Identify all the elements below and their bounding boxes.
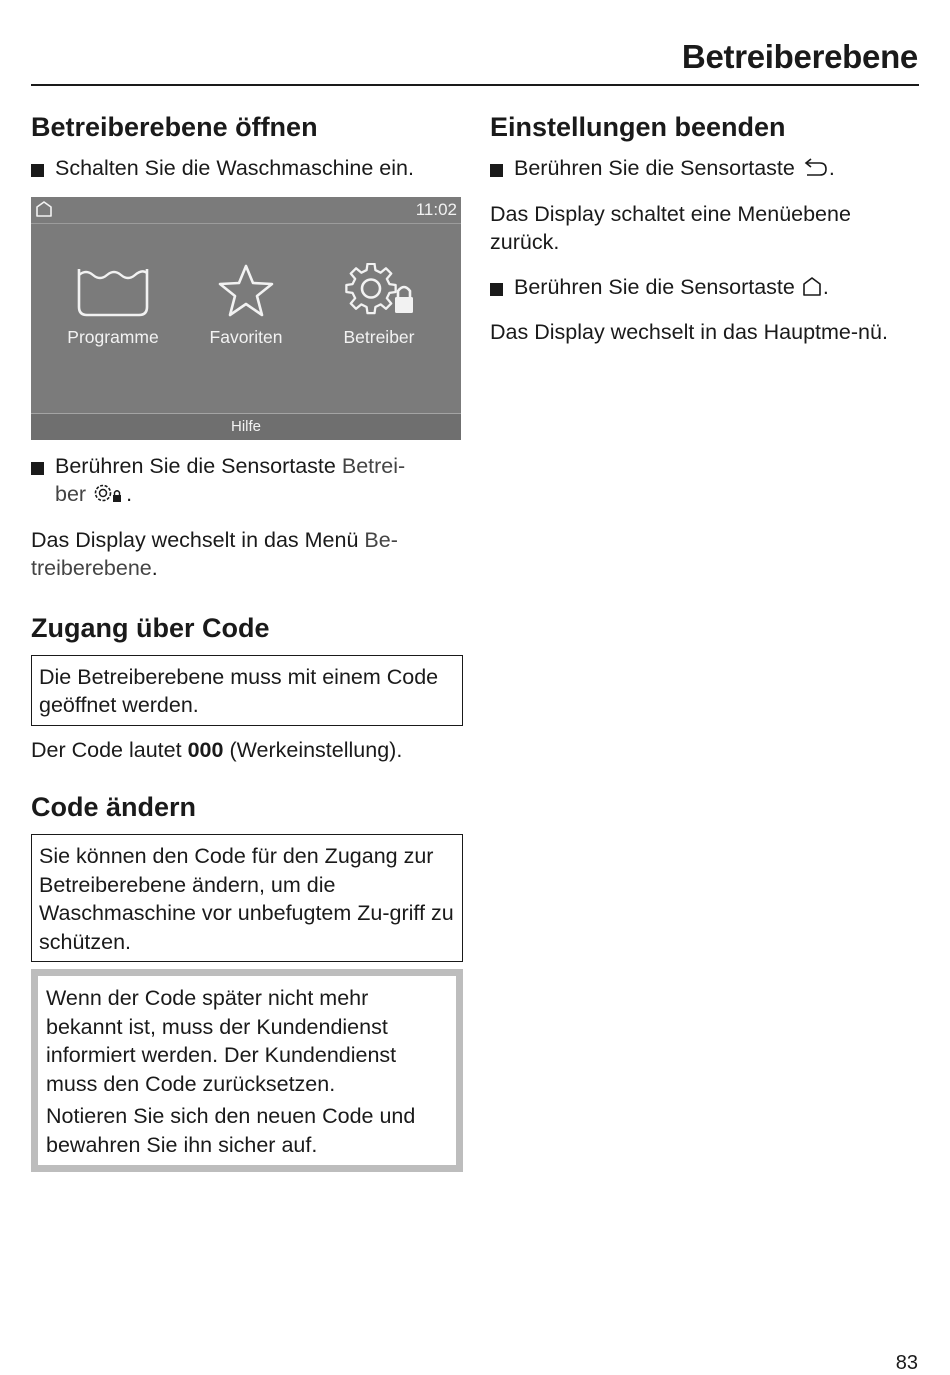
display-status-bar	[31, 197, 461, 224]
step-touch-betreiber: Berühren Sie die Sensortaste Betrei- ber .	[31, 452, 463, 512]
home-result-text: Das Display wechselt in das Hauptme-nü.	[490, 320, 888, 344]
result-text: Das Display wechselt in das Menü	[31, 527, 359, 552]
step-back: Berühren Sie die Sensortaste .	[490, 154, 920, 186]
machine-display	[31, 197, 461, 440]
bullet-square-icon	[490, 283, 503, 296]
page-number: 83	[895, 1352, 918, 1374]
tile-favoriten[interactable]	[176, 263, 316, 348]
warning-box	[31, 969, 463, 1172]
step-home-text: Berühren Sie die Sensortaste	[514, 274, 795, 299]
display-term-betreiberebene-b: treiberebene	[31, 556, 152, 580]
display-term-betreiber-a: Betrei-	[341, 453, 406, 478]
back-arrow-icon	[801, 157, 829, 186]
tile-betreiber[interactable]	[309, 263, 449, 348]
bullet-square-icon	[490, 164, 503, 177]
display-clock: 11:02	[415, 199, 457, 219]
display-term-betreiber-b: ber	[55, 482, 87, 506]
warning-text-2: Notieren Sie sich den neuen Code und bewahren Sie ihn sicher auf.	[46, 1104, 416, 1157]
bullet-square-icon	[31, 164, 44, 177]
code-default-text	[31, 736, 463, 765]
info-box-code-change-text: Sie können den Code für den Zugang zur Betreiberebene ändern, um die Waschmaschine vor unbefugtem Zu-griff zu schützen.	[39, 844, 454, 954]
section-heading-code-access: Zugang über Code	[31, 612, 270, 643]
tile-programme-label: Programme	[67, 326, 159, 347]
header-divider	[31, 84, 919, 86]
step-home: Berühren Sie die Sensortaste .	[490, 273, 920, 305]
step-turn-on	[31, 154, 463, 183]
display-help-bar[interactable]: Hilfe	[31, 413, 461, 440]
info-box-code-required	[31, 655, 463, 726]
home-icon[interactable]	[35, 200, 53, 223]
result-menu-text	[31, 526, 463, 583]
home-icon	[801, 275, 823, 305]
bullet-square-icon	[31, 462, 44, 475]
section-heading-code-change: Code ändern	[31, 792, 197, 822]
result-end: .	[151, 556, 158, 580]
tile-betreiber-label: Betreiber	[343, 326, 415, 347]
wash-tub-icon	[75, 263, 151, 319]
code-value: 000	[187, 737, 224, 762]
step-back-text: Berühren Sie die Sensortaste	[514, 156, 795, 180]
tile-programme[interactable]	[43, 263, 183, 348]
page-header-title: Betreiberebene	[681, 38, 918, 75]
display-term-betreiberebene-a: Be-	[364, 527, 398, 552]
right-column	[490, 110, 920, 347]
gear-lock-icon	[339, 263, 419, 319]
section-heading-end-settings: Einstellungen beenden	[490, 112, 786, 142]
star-icon	[216, 263, 276, 319]
info-box-code-change	[31, 834, 463, 962]
step-turn-on-text: Schalten Sie die Waschmaschine ein.	[55, 156, 414, 180]
step-touch-text: Berühren Sie die Sensortaste	[55, 453, 336, 478]
tile-favoriten-label: Favoriten	[209, 326, 283, 347]
back-result-text: Das Display schaltet eine Menüebene zurück.	[490, 201, 851, 254]
info-box-code-required-text: Die Betreiberebene muss mit einem Code geöffnet werden.	[39, 664, 439, 717]
left-column	[31, 110, 463, 1172]
warning-text-1: Wenn der Code später nicht mehr bekannt ist, muss der Kundendienst informiert werden. Der Kundendienst muss den Code zurücksetzen.	[46, 986, 397, 1096]
code-text-after: (Werkeinstellung).	[229, 737, 403, 762]
section-heading-open: Betreiberebene öffnen	[31, 112, 318, 142]
gear-lock-icon	[92, 482, 126, 512]
code-text-before: Der Code lautet	[31, 737, 182, 762]
